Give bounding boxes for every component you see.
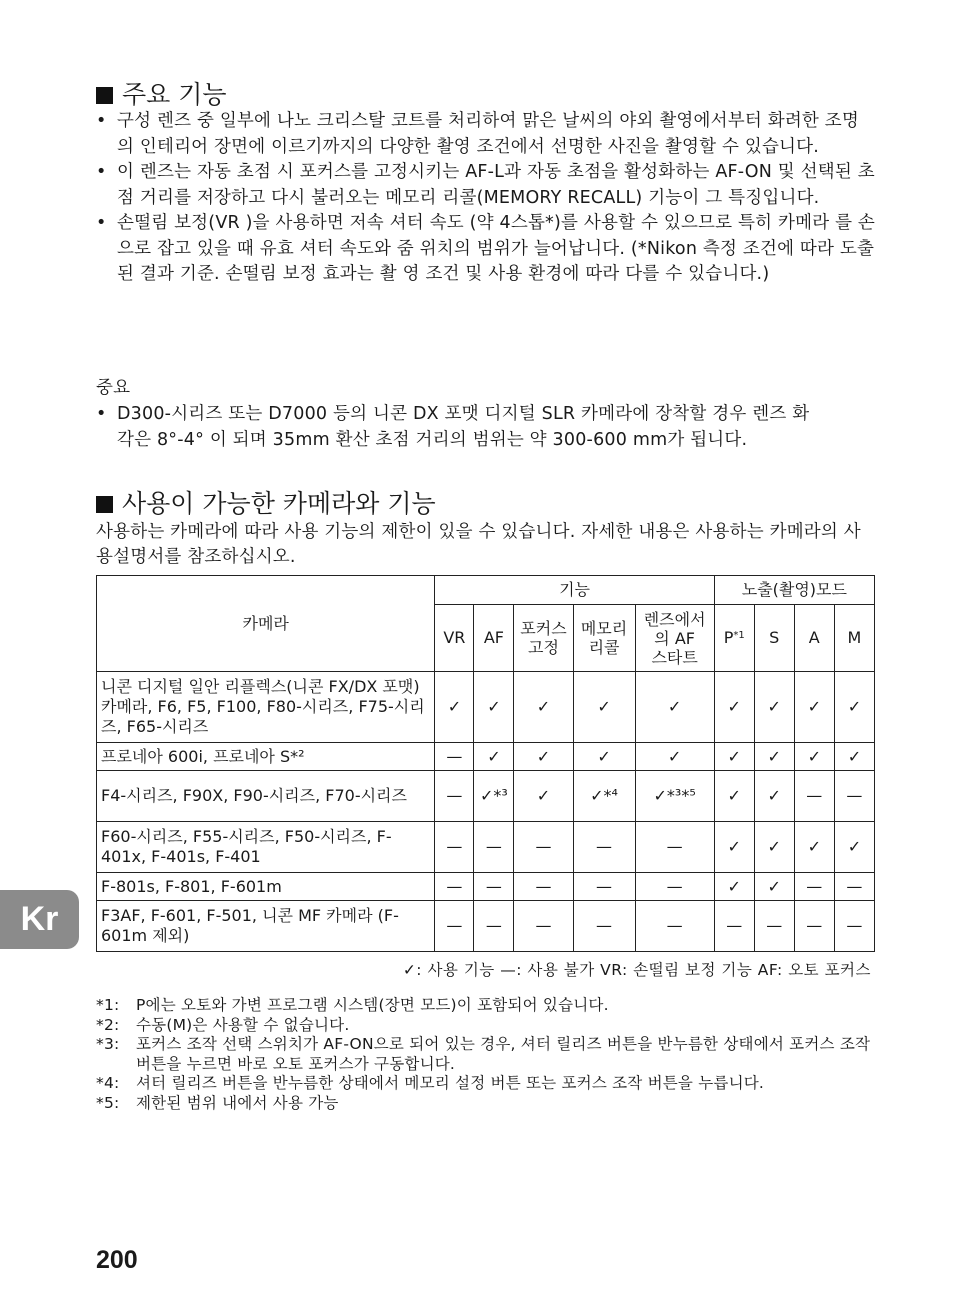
camera-cell: F4-시리즈, F90X, F90-시리즈, F70-시리즈: [97, 771, 435, 822]
bullet-icon: •: [96, 213, 107, 233]
table-cell: ✓: [435, 672, 474, 743]
table-cell: —: [573, 901, 635, 952]
table-cell: ✓: [834, 743, 874, 771]
camera-cell: F3AF, F-601, F-501, 니콘 MF 카메라 (F-601m 제외): [97, 901, 435, 952]
footnote-text: 포커스 조작 선택 스위치가 AF-ON으로 되어 있는 경우, 셔터 릴리즈 버튼을 반누름한 상태에서 포커스 조작 버튼을 누르면 바로 오토 포커스가 구동합니다.: [136, 1035, 871, 1073]
table-cell: —: [834, 771, 874, 822]
square-bullet-icon: [96, 87, 113, 104]
list-item-text: 이 렌즈는 자동 초점 시 포커스를 고정시키는 AF-L과 자동 초점을 활성화하는 AF-ON 및 선택된 초점 거리를 저장하고 다시 불러오는 메모리 리콜(MEMORY RECALL) 기능이 그 특징입니다.: [117, 162, 875, 208]
table-cell: ✓*³: [474, 771, 514, 822]
table-cell: —: [435, 771, 474, 822]
col-m: M: [834, 605, 874, 672]
table-cell: ✓*⁴: [573, 771, 635, 822]
table-cell: —: [573, 873, 635, 901]
list-item: [96, 109, 876, 160]
table-cell: —: [794, 873, 834, 901]
table-cell: —: [435, 901, 474, 952]
table-cell: —: [474, 822, 514, 873]
footnote-text: P에는 오토와 가변 프로그램 시스템(장면 모드)이 포함되어 있습니다.: [136, 996, 609, 1014]
footnote-text: 제한된 범위 내에서 사용 가능: [136, 1093, 339, 1112]
table-cell: ✓: [635, 743, 714, 771]
col-p: [714, 605, 754, 672]
col-af-start: 렌즈에서 의 AF 스타트: [635, 605, 714, 672]
section-title-cameras: [96, 489, 436, 519]
col-af: AF: [474, 605, 514, 672]
table-row: [97, 873, 875, 901]
table-cell: ✓*³*⁵: [635, 771, 714, 822]
table-cell: —: [514, 901, 573, 952]
table-cell: ✓: [754, 743, 794, 771]
col-p-label: P: [723, 628, 734, 647]
table-cell: —: [635, 822, 714, 873]
important-label: 중요: [96, 378, 131, 398]
table-cell: —: [794, 771, 834, 822]
table-cell: —: [714, 901, 754, 952]
footnote-item: [96, 1094, 872, 1114]
table-cell: ✓: [474, 743, 514, 771]
section-title-features: [96, 80, 227, 110]
footnote-key: *4:: [96, 1074, 120, 1092]
table-cell: ✓: [794, 743, 834, 771]
footnote-key: *3:: [96, 1035, 120, 1053]
section-title-text: 사용이 가능한 카메라와 기능: [122, 489, 436, 518]
footnote-item: [96, 1035, 872, 1074]
camera-header: 카메라: [97, 576, 435, 672]
list-item: [96, 211, 876, 288]
list-item: [96, 160, 876, 211]
page-number: 200: [96, 1246, 138, 1274]
table-cell: —: [474, 873, 514, 901]
table-cell: ✓: [714, 672, 754, 743]
list-item-text: 손떨림 보정(VR )을 사용하면 저속 셔터 속도 (약 4스톱*)를 사용할 수 있으므로 특히 카메라 를 손으로 잡고 있을 때 유효 셔터 속도와 줌 위치의 범위가 늘어납니다. (*Nikon 측정 조건에 따라 도출된 결과 기준. 손떨림 보정 효과는 촬 영 조건 및 사용 환경에 따라 다를 수 있습니다.): [117, 213, 876, 284]
table-cell: —: [514, 873, 573, 901]
language-tab: Kr: [0, 890, 79, 949]
table-cell: ✓: [714, 822, 754, 873]
camera-cell: 니콘 디지털 일안 리플렉스(니콘 FX/DX 포맷) 카메라, F6, F5, F100, F80-시리즈, F75-시리즈, F65-시리즈: [97, 672, 435, 743]
section-title-text: 주요 기능: [122, 80, 227, 109]
col-focus-lock: 포커스 고정: [514, 605, 573, 672]
table-row: [97, 901, 875, 952]
col-a: A: [794, 605, 834, 672]
table-cell: —: [573, 822, 635, 873]
table-cell: ✓: [514, 672, 573, 743]
table-cell: ✓: [754, 672, 794, 743]
table-cell: ✓: [754, 873, 794, 901]
modes-header: 노출(촬영)모드: [714, 576, 874, 605]
list-item-text: 구성 렌즈 중 일부에 나노 크리스탈 코트를 처리하여 맑은 날씨의 야외 촬영에서부터 화려한 조명의 인테리어 장면에 이르기까지의 다양한 촬영 조건에서 선명한 사진을 촬영할 수 있습니다.: [117, 111, 860, 157]
table-row: [97, 743, 875, 771]
feature-list: [96, 109, 876, 288]
bullet-icon: •: [96, 162, 107, 182]
table-cell: ✓: [635, 672, 714, 743]
col-memory-recall: 메모리 리콜: [573, 605, 635, 672]
table-cell: ✓: [573, 672, 635, 743]
table-cell: ✓: [754, 822, 794, 873]
table-cell: —: [474, 901, 514, 952]
table-cell: —: [635, 873, 714, 901]
table-cell: ✓: [573, 743, 635, 771]
table-cell: —: [635, 901, 714, 952]
compatibility-table: [96, 575, 875, 952]
table-cell: —: [435, 873, 474, 901]
table-cell: ✓: [834, 672, 874, 743]
camera-cell: F-801s, F-801, F-601m: [97, 873, 435, 901]
table-cell: ✓: [714, 771, 754, 822]
col-p-note: *1: [733, 630, 745, 641]
table-header-row: [97, 576, 875, 605]
table-cell: —: [794, 901, 834, 952]
table-cell: ✓: [714, 743, 754, 771]
col-vr: VR: [435, 605, 474, 672]
footnote-item: [96, 1074, 872, 1094]
table-cell: ✓: [514, 743, 573, 771]
camera-cell: F60-시리즈, F55-시리즈, F50-시리즈, F-401x, F-401s, F-401: [97, 822, 435, 873]
list-item-text: D300-시리즈 또는 D7000 등의 니콘 DX 포맷 디지털 SLR 카메라에 장착할 경우 렌즈 화각은 8°-4° 이 되며 35mm 환산 초점 거리의 범위는 약 300-600 mm가 됩니다.: [117, 404, 810, 450]
table-cell: —: [834, 873, 874, 901]
footnote-key: *1:: [96, 996, 120, 1014]
table-cell: —: [514, 822, 573, 873]
camera-cell: 프로네아 600i, 프로네아 S*²: [97, 743, 435, 771]
square-bullet-icon: [96, 496, 113, 513]
bullet-icon: •: [96, 404, 107, 424]
table-cell: ✓: [514, 771, 573, 822]
table-cell: ✓: [474, 672, 514, 743]
list-item: [96, 402, 816, 453]
table-cell: —: [435, 822, 474, 873]
col-s: S: [754, 605, 794, 672]
table-cell: —: [754, 901, 794, 952]
footnote-key: *5:: [96, 1093, 120, 1112]
table-row: [97, 822, 875, 873]
bullet-icon: •: [96, 111, 107, 131]
table-cell: ✓: [754, 771, 794, 822]
table-cell: ✓: [834, 822, 874, 873]
table-legend: ✓: 사용 기능 —: 사용 불가 VR: 손떨림 보정 기능 AF: 오토 포커스: [402, 961, 871, 979]
footnote-item: [96, 1016, 872, 1036]
table-cell: —: [435, 743, 474, 771]
footnote-key: *2:: [96, 1015, 120, 1034]
table-cell: ✓: [714, 873, 754, 901]
footnotes: [96, 996, 872, 1113]
footnote-text: 셔터 릴리즈 버튼을 반누름한 상태에서 메모리 설정 버튼 또는 포커스 조작 버튼을 누릅니다.: [136, 1074, 765, 1092]
table-cell: ✓: [794, 672, 834, 743]
footnote-text: 수동(M)은 사용할 수 없습니다.: [136, 1015, 350, 1034]
table-row: [97, 672, 875, 743]
table-cell: —: [834, 901, 874, 952]
footnote-item: [96, 996, 872, 1016]
table-body: [97, 672, 875, 952]
section-intro: 사용하는 카메라에 따라 사용 기능의 제한이 있을 수 있습니다. 자세한 내용은 사용하는 카메라의 사용설명서를 참조하십시오.: [96, 522, 861, 567]
table-cell: ✓: [794, 822, 834, 873]
functions-header: 기능: [435, 576, 714, 605]
table-row: [97, 771, 875, 822]
important-list: [96, 402, 816, 453]
